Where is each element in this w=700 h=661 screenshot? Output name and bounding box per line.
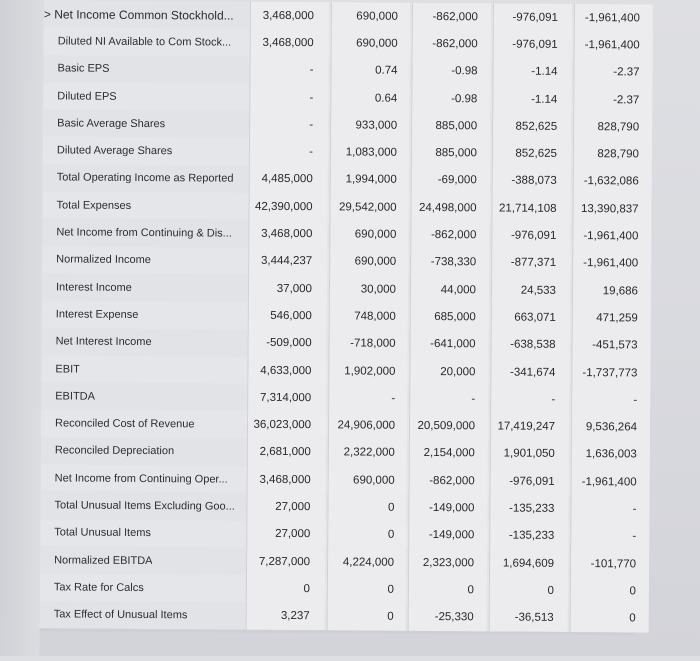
table-row [43,164,639,195]
row-label: Reconciled Depreciation [54,444,175,458]
value-cell: -877,371 [510,256,557,270]
value-cell: 17,419,247 [497,420,556,433]
value-cell: -976,091 [510,229,557,242]
value-cell: 44,000 [440,283,477,296]
value-cell: 37,000 [276,282,313,295]
value-cell: 20,509,000 [417,420,476,433]
value-cell: -69,000 [437,174,477,187]
value-cell: 20,000 [440,365,476,378]
value-cell: 1,694,609 [502,557,555,570]
value-cell: 3,468,000 [259,473,311,486]
value-cell: -509,000 [266,337,312,350]
value-cell: - [632,503,637,516]
value-cell: 852,625 [515,147,557,161]
row-label: Net Income from Continuing & Dis... [56,226,232,240]
table-row [40,492,636,523]
value-cell: 690,000 [354,228,397,241]
value-cell: 690,000 [354,255,397,269]
value-cell: -718,000 [350,337,396,350]
value-cell: 885,000 [435,119,478,133]
value-cell: -149,000 [429,501,475,515]
table-row [40,519,636,550]
value-cell: 690,000 [356,37,398,50]
value-cell: 21,714,108 [498,202,557,215]
value-cell: - [391,392,396,405]
value-cell: -1,737,773 [582,366,638,379]
value-cell: -25,330 [434,611,474,624]
value-cell: 42,390,000 [254,200,313,213]
value-cell: -101,770 [590,557,637,571]
row-label: Interest Expense [55,308,139,321]
value-cell: 3,444,237 [260,255,313,268]
value-cell: -135,233 [509,502,555,515]
value-cell: -976,091 [512,38,558,51]
value-cell: -862,000 [430,229,477,242]
value-cell: -976,091 [512,11,558,24]
row-label: EBIT [55,362,80,376]
value-cell: 1,901,050 [503,447,555,461]
value-cell: 2,323,000 [422,556,475,569]
value-cell: 27,000 [275,528,311,541]
value-cell: 0 [467,584,474,597]
value-cell: -1.14 [531,93,558,106]
value-cell: - [309,64,314,77]
value-cell: 0 [629,585,636,598]
value-cell: 690,000 [353,474,395,487]
value-cell: -135,233 [508,529,555,543]
value-cell: - [551,393,556,406]
value-cell: 0 [629,612,636,625]
value-cell: -862,000 [429,474,475,488]
value-cell: 828,790 [597,148,639,161]
table-row [43,109,639,140]
value-cell: 748,000 [354,310,396,323]
table-row [41,464,637,495]
value-cell: 0 [388,501,395,514]
value-cell: 4,485,000 [261,173,313,186]
value-cell: 0.64 [374,92,398,105]
value-cell: 690,000 [356,10,398,23]
table-row [41,355,637,386]
row-label: Diluted NI Available to Com Stock... [57,35,232,49]
value-cell: -862,000 [432,10,478,23]
value-cell: 29,542,000 [338,201,397,214]
value-cell: 27,000 [275,500,311,514]
row-label: Net Income from Continuing Oper... [54,472,228,486]
value-cell: -738,330 [430,256,477,269]
value-cell: -976,091 [509,475,555,488]
value-cell: 828,790 [597,121,640,134]
row-label: Tax Rate for Calcs [53,581,144,594]
row-label: EBITDA [55,390,96,403]
value-cell: 19,686 [602,284,639,298]
value-cell: 24,498,000 [418,201,477,215]
value-cell: - [309,91,314,104]
value-cell: 2,681,000 [259,446,311,459]
value-cell: -1,961,400 [581,475,637,489]
table-row [41,410,637,441]
value-cell: -36,513 [514,611,554,625]
value-cell: 852,625 [515,120,558,133]
row-label: Normalized Income [56,253,151,267]
value-cell: 1,902,000 [344,364,396,378]
table-row [42,246,638,277]
value-cell: 885,000 [435,147,477,160]
table-row [43,55,639,86]
row-label: Total Unusual Items [54,526,151,540]
value-cell: 1,994,000 [345,173,397,187]
value-cell: - [309,146,313,159]
value-cell: 9,536,264 [585,421,638,434]
value-cell: -638,538 [510,338,556,352]
table-row [44,0,640,31]
left-margin [0,0,44,656]
value-cell: 0 [303,583,310,596]
value-cell: -388,073 [511,174,557,188]
table-row [41,382,637,413]
value-cell: -1,961,400 [584,39,640,52]
table-row [42,191,638,222]
table-row [42,301,638,332]
value-cell: 4,224,000 [342,555,395,569]
value-cell: 36,023,000 [253,418,312,432]
value-cell: 24,906,000 [337,419,396,432]
value-cell: 0.74 [375,64,398,78]
value-cell: 663,071 [514,311,556,324]
table-row [40,574,636,605]
value-cell: -641,000 [430,338,476,351]
table-row [43,137,639,168]
value-cell: -2.37 [613,66,640,79]
row-label: Tax Effect of Unusual Items [53,608,188,622]
value-cell: 0 [547,584,554,597]
value-cell: -1,961,400 [584,11,640,25]
value-cell: -0.98 [451,92,478,105]
value-cell: 0 [387,610,394,623]
row-label: Diluted EPS [57,89,117,103]
value-cell: 7,314,000 [260,391,312,404]
value-cell: -1,961,400 [583,230,639,243]
value-cell: 7,287,000 [258,555,311,568]
value-cell: -1,961,400 [583,257,639,270]
value-cell: 2,154,000 [423,447,475,460]
row-label: Basic Average Shares [57,117,166,130]
value-cell: -149,000 [428,529,475,542]
value-cell: 30,000 [360,283,397,296]
table-row [41,437,637,468]
value-cell: - [309,118,314,132]
value-cell: 3,237 [280,610,310,623]
value-cell: 1,636,003 [585,448,637,461]
value-cell: -1.14 [531,65,558,79]
table-row [44,28,640,59]
value-cell: 4,633,000 [260,364,312,377]
row-label: Net Interest Income [55,335,152,349]
value-cell: 3,468,000 [262,36,314,50]
row-label: Diluted Average Shares [56,144,173,158]
value-cell: -2.37 [613,93,640,106]
row-label: Total Expenses [56,199,132,212]
value-cell: - [633,394,638,407]
value-cell: 13,390,837 [580,202,639,216]
value-cell: 0 [387,529,395,542]
table-row [40,601,636,632]
value-cell: 2,322,000 [343,446,395,460]
row-label: Basic EPS [57,62,110,76]
value-cell: 0 [387,583,394,596]
table-row [42,219,638,250]
value-cell: -341,674 [509,366,556,379]
value-cell: 546,000 [270,309,312,323]
value-cell: - [632,530,637,543]
row-label: Total Operating Income as Reported [56,171,234,186]
expandable-row-label[interactable]: > Net Income Common Stockhold... [43,6,234,23]
value-cell: 3,468,000 [261,227,313,241]
value-cell: 471,259 [596,312,638,325]
table-row [43,82,639,113]
row-label: Total Unusual Items Excluding Goo... [54,499,235,513]
row-label: Interest Income [55,281,132,294]
table-row [42,328,638,359]
value-cell: 24,533 [520,284,557,297]
income-statement-table [40,0,640,632]
value-cell: 685,000 [434,310,476,324]
table-row [42,273,638,304]
value-cell: -451,573 [592,339,638,352]
value-cell: - [471,393,476,406]
value-cell: 3,468,000 [262,9,314,22]
row-label: Reconciled Cost of Revenue [55,417,195,431]
value-cell: -862,000 [432,37,478,51]
row-label: Normalized EBITDA [54,553,153,567]
value-cell: -1,632,086 [583,175,639,188]
value-cell: 1,083,000 [345,146,397,159]
value-cell: 933,000 [355,119,398,132]
value-cell: -0.98 [451,65,478,78]
table-row [40,546,636,577]
